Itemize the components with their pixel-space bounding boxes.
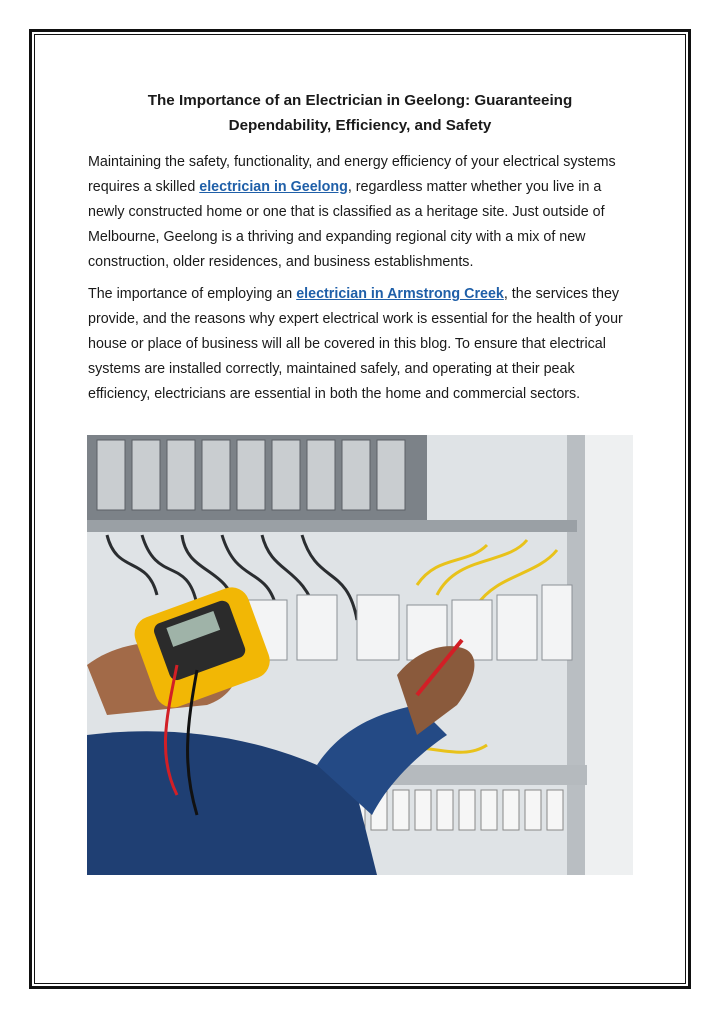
para1-text-before: Maintaining the safety, functionality, and energy efficiency of your electrical systems requires a skilled xyxy=(88,154,616,195)
title-line-1: The Importance of an Electrician in Geelong: Guaranteeing xyxy=(147,92,573,109)
intro-paragraph xyxy=(88,150,638,275)
para2-text-before: The importance of employing an xyxy=(88,286,297,302)
para1-text-after: , regardless matter whether you live in a newly constructed home or one that is classified as a heritage site. Just outside of Melbourne, Geelong is a thriving and expanding regional city with a mix of new construction, older residences, and business establishments. xyxy=(88,179,605,270)
electrician-photo xyxy=(87,435,633,875)
para2-text-after: , the services they provide, and the reasons why expert electrical work is essential for the health of your house or place of business will all be covered in this blog. To ensure that electrical systems are installed correctly, maintained safely, and operating at their peak efficiency, electricians are essential in both the home and commercial sectors. xyxy=(88,286,623,402)
electrician-geelong-link[interactable]: electrician in Geelong xyxy=(199,179,348,195)
second-paragraph xyxy=(88,282,638,407)
article-title xyxy=(88,88,632,138)
electrician-armstrong-creek-link[interactable]: electrician in Armstrong Creek xyxy=(296,286,504,302)
title-line-2: Dependability, Efficiency, and Safety xyxy=(228,117,492,134)
electrician-photo-illustration xyxy=(87,435,633,875)
